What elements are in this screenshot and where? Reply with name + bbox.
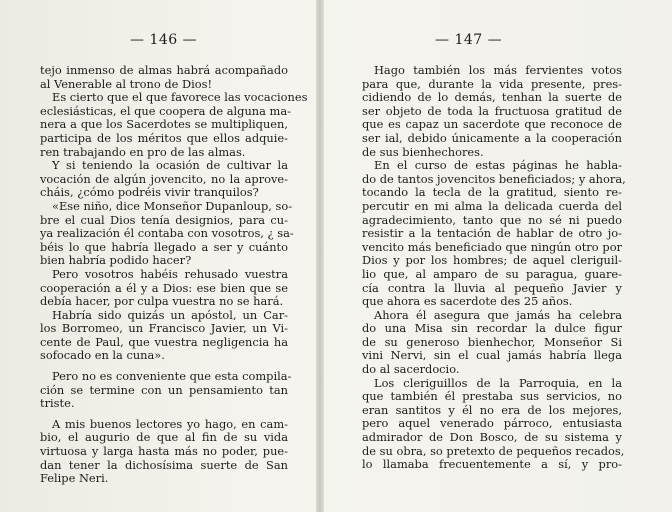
text-line: bien habría podido hacer? <box>40 253 192 268</box>
text-line: percutir en mi alma la delicada cuerda del <box>362 198 622 213</box>
right-page <box>322 0 672 512</box>
text-line: al Venerable al trono de Dios! <box>40 76 213 91</box>
text-line: Y si teniendo la ocasión de cultivar la <box>52 158 288 173</box>
text-line: «Ese niño, dice Monseñor Dupanloup, so- <box>52 198 293 213</box>
text-line: vocación de algún jovencito, no la aprove- <box>40 171 288 186</box>
text-line: cía contra la lluvia al pequeño Javier y <box>362 280 622 295</box>
text-line: ya realización él contaba con vosotros, ¿ sa- <box>40 226 294 241</box>
text-line: En el curso de estas páginas he habla- <box>374 158 622 173</box>
text-line: cente de Paul, que vuestra negligencia ha <box>40 334 288 349</box>
page-number-right: — 147 — <box>435 32 503 48</box>
left-page-text <box>40 63 308 486</box>
text-line: ción se termine con un pensamiento tan <box>40 382 288 397</box>
text-line: virtuosa y larga hasta más no poder, pue- <box>40 444 288 459</box>
text-line: Ahora él asegura que jamás ha celebra <box>374 307 622 322</box>
text-line: cidiendo de lo demás, tenhan la suerte de <box>362 90 622 105</box>
text-line: eran santitos y él no era de los mejores, <box>362 402 622 417</box>
text-line: do una Misa sin recordar la dulce figur <box>362 321 622 336</box>
text-line: ser ial, debido únicamente a la cooperación <box>362 130 622 145</box>
text-line: que es capaz un sacerdote que reconoce de <box>362 117 622 132</box>
text-line: bio, el augurio de que al fin de su vida <box>40 430 288 445</box>
text-line: que también él prestaba sus servicios, no <box>362 389 622 404</box>
text-line: dan tener la dichosísima suerte de San <box>40 457 288 472</box>
text-line: participa de los méritos que ellos adquie- <box>40 130 288 145</box>
left-page <box>0 0 318 512</box>
text-line: que ahora es sacerdote des 25 años. <box>362 294 573 309</box>
text-line: resistir a la tentación de hablar de otro jo- <box>362 226 622 241</box>
text-line: sofocado en la cuna». <box>40 348 165 363</box>
text-line: eclesiásticas, el que coopera de alguna ma- <box>40 103 291 118</box>
text-line: pero aquel venerado párroco, entusiasta <box>362 416 622 431</box>
text-line: debía hacer, por culpa vuestra no se hará. <box>40 294 284 309</box>
text-line: ren trabajando en pro de las almas. <box>40 144 246 159</box>
text-line: bre el cual Dios tenía designios, para cu- <box>40 212 288 227</box>
text-line: admirador de Don Bosco, de su sistema y <box>362 430 622 445</box>
text-line: nera a que los Sacerdotes se multipliquen, <box>40 117 288 132</box>
text-line: A mis buenos lectores yo hago, en cam- <box>52 416 288 431</box>
text-line: do al sacerdocio. <box>362 362 460 377</box>
text-line: béis lo que habría llegado a ser y cuánto <box>40 239 288 254</box>
text-line: lo llamaba frecuentemente a sí, y pro- <box>362 457 622 472</box>
text-line: vencito más beneficiado que ningún otro por <box>362 239 622 254</box>
text-line: cháis, ¿cómo podréis vivir tranquilos? <box>40 185 259 200</box>
text-line: agradecimiento, tanto que no sé ni puedo <box>362 212 622 227</box>
text-line: triste. <box>40 396 75 411</box>
text-line: los Borromeo, un Francisco Javier, un Vi- <box>40 321 288 336</box>
page-number-left: — 146 — <box>130 32 198 48</box>
text-line: Habría sido quizás un apóstol, un Car- <box>52 307 288 322</box>
text-line: Los cleriguillos de la Parroquia, en la <box>374 375 622 390</box>
text-line: lio que, al amparo de su paragua, guare- <box>362 266 622 281</box>
text-line: vini Nervi, sin el cual jamás habría llega <box>362 348 622 363</box>
text-line: de su generoso bienhechor, Monseñor Si <box>362 334 622 349</box>
text-line: tocando la tecla de la gratitud, siento re- <box>362 185 622 200</box>
text-line: Pero no es conveniente que esta compila- <box>52 369 292 384</box>
text-line: para que, durante la vida presente, pres- <box>362 76 622 91</box>
text-line: de su obra, so pretexto de pequeños recados, <box>362 443 625 458</box>
text-line: Dios y por los hombres; de aquel cleriguil- <box>362 253 622 268</box>
text-line: de sus bienhechores. <box>362 144 484 159</box>
text-line: do de tantos jovencitos beneficiados; y ahora, <box>362 171 626 186</box>
text-line: Felipe Neri. <box>40 471 109 486</box>
text-line: Pero vosotros habéis rehusado vuestra <box>52 266 288 281</box>
text-line: tejo inmenso de almas habrá acompañado <box>40 63 288 77</box>
text-line: Hago también los más fervientes votos <box>374 63 622 77</box>
text-line: ser objeto de toda la fructuosa gratitud de <box>362 103 622 118</box>
text-line: cooperación a él y a Dios: ese bien que se <box>40 280 288 295</box>
right-page-text <box>362 63 626 472</box>
text-line: Es cierto que el que favorece las vocaciones <box>52 90 308 105</box>
